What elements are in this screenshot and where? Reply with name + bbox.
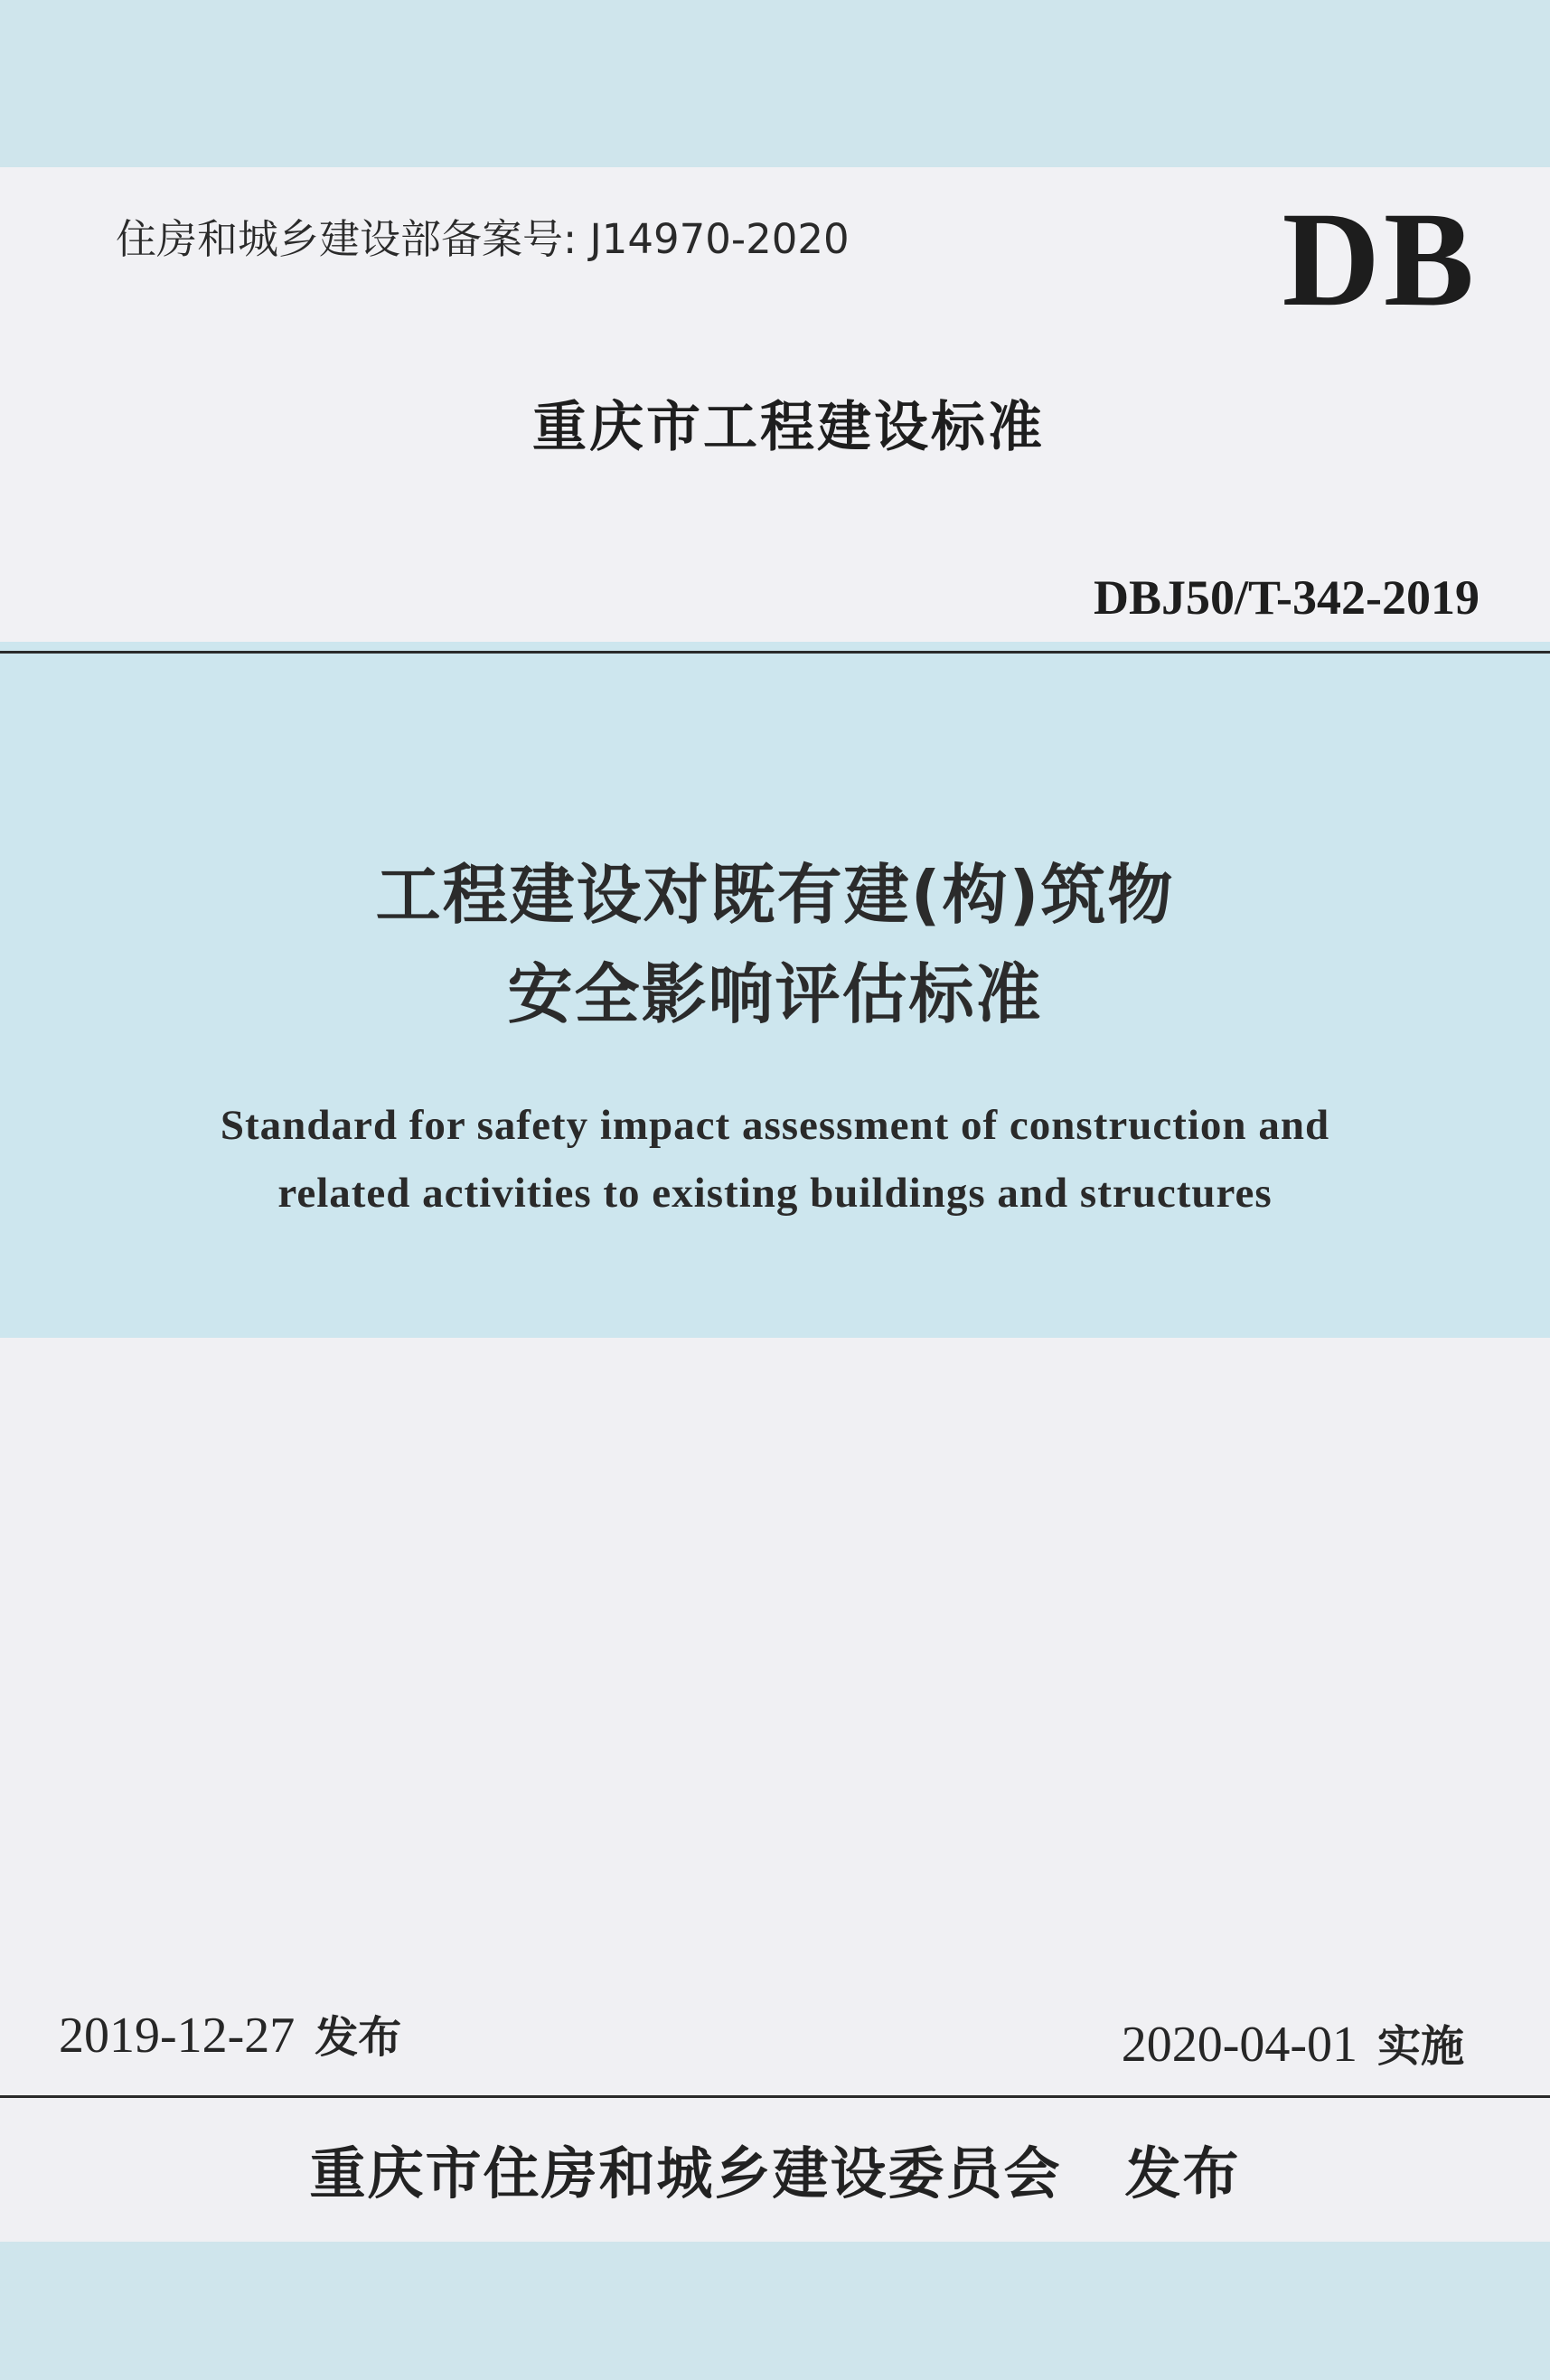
title-cn-line-1: 工程建设对既有建(构)筑物: [375, 857, 1175, 933]
issue-label: 发布: [315, 2012, 402, 2063]
publisher-line: [0, 2129, 1550, 2209]
effective-date: 2020-04-01: [1121, 2017, 1357, 2073]
bottom-color-band: [0, 2242, 1550, 2380]
top-color-band: [0, 0, 1550, 167]
issue-date-block: [59, 2002, 401, 2065]
title-en-line-1: Standard for safety impact assessment of construction and: [220, 1102, 1330, 1149]
header-divider-line: [0, 651, 1550, 654]
footer-panel: [0, 1338, 1550, 2242]
db-logo-mark: DB: [1282, 184, 1478, 334]
record-number: 住房和城乡建设部备案号: J14970-2020: [116, 215, 850, 263]
standard-code: DBJ50/T-342-2019: [1093, 570, 1480, 625]
title-en-line-2: related activities to existing buildings and structures: [277, 1170, 1273, 1217]
effective-date-block: [1122, 2011, 1464, 2074]
effective-label: 实施: [1376, 2021, 1464, 2072]
footer-divider-line: [0, 2095, 1550, 2098]
standard-type-heading: 重庆市工程建设标准: [532, 396, 1045, 459]
publisher-label: 发布: [1124, 2140, 1241, 2206]
title-cn-line-2: 安全影响评估标准: [507, 956, 1043, 1032]
publisher-name: 重庆市住房和城乡建设委员会: [309, 2140, 1062, 2206]
issue-date: 2019-12-27: [59, 2008, 296, 2064]
